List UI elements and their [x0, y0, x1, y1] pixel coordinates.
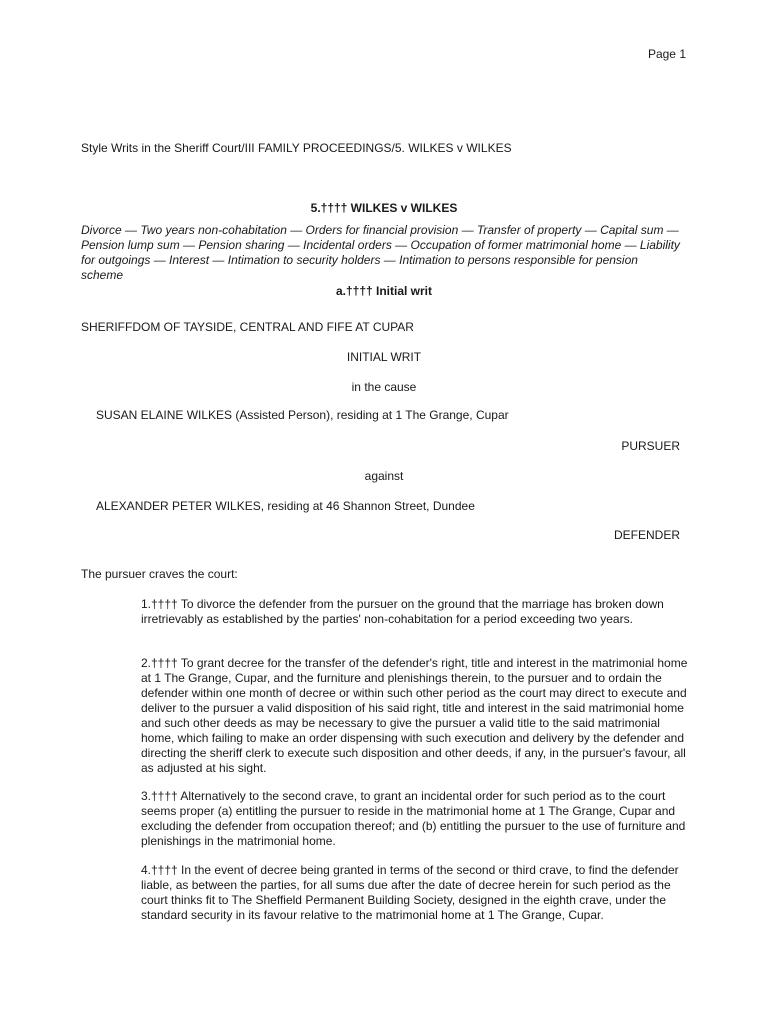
crave-paragraph: 4.†††† In the event of decree being granted in terms of the second or third crave, to find the defender liable, as between the parties, for all sums due after the date of decree herein for such period as the court thinks fit to The Sheffield Permanent Building Society, designed in the eighth crave, under the standard security in its favour relative to the matrimonial home at 1 The Grange, Cupar. — [141, 863, 679, 922]
case-title: 5.†††† WILKES v WILKES — [310, 201, 458, 215]
pursuer-label: PURSUER — [621, 439, 680, 453]
crave-paragraph: 3.†††† Alternatively to the second crave, to grant an incidental order for such period as to the court seems proper (a) entitling the pursuer to reside in the matrimonial home at 1 The Grange, Cupar and excluding the defender from occupation thereof; and (b) entitling the pursuer to the use of furniture and plenishings in the matrimonial home. — [141, 789, 686, 848]
craves-intro: The pursuer craves the court: — [81, 567, 238, 581]
against-text: against — [364, 469, 404, 483]
section-subheading: a.†††† Initial writ — [335, 284, 433, 298]
document-breadcrumb: Style Writs in the Sheriff Court/III FAMILY PROCEEDINGS/5. WILKES v WILKES — [81, 141, 512, 155]
defender-label: DEFENDER — [613, 528, 680, 542]
pursuer-party: SUSAN ELAINE WILKES (Assisted Person), residing at 1 The Grange, Cupar — [96, 408, 509, 422]
sheriffdom-heading: SHERIFFDOM OF TAYSIDE, CENTRAL AND FIFE AT CUPAR — [81, 320, 414, 334]
in-the-cause: in the cause — [351, 380, 417, 394]
subject-keywords: Divorce — Two years non-cohabitation — Orders for financial provision — Transfer of property — Capital sum — Pension lump sum — Pension sharing — Incidental orders — Occupation of former matrimonial home — Liability for outgoings — Interest — Intimation to security holders — Intimation to persons responsible for pension scheme — [81, 223, 680, 282]
defender-party: ALEXANDER PETER WILKES, residing at 46 Shannon Street, Dundee — [96, 499, 475, 513]
writ-title: INITIAL WRIT — [346, 350, 422, 364]
crave-paragraph: 1.†††† To divorce the defender from the pursuer on the ground that the marriage has broken down irretrievably as established by the parties' non-cohabitation for a period exceeding two years. — [141, 597, 664, 626]
crave-paragraph: 2.†††† To grant decree for the transfer of the defender's right, title and interest in the matrimonial home at 1 The Grange, Cupar, and the furniture and plenishings therein, to the pursuer and to ordain the defender within one month of decree or within such other period as the court may direct to execute and deliver to the pursuer a valid disposition of his said right, title and interest in the said matrimonial home and such other deeds as may be necessary to give the pursuer a valid title to the said matrimonial home, which failing to make an order dispensing with such execution and delivery by the defender and directing the sheriff clerk to execute such disposition and other deeds, if any, in the pursuer's favour, all as adjusted at his sight. — [141, 656, 688, 775]
page-number: Page 1 — [647, 47, 686, 61]
